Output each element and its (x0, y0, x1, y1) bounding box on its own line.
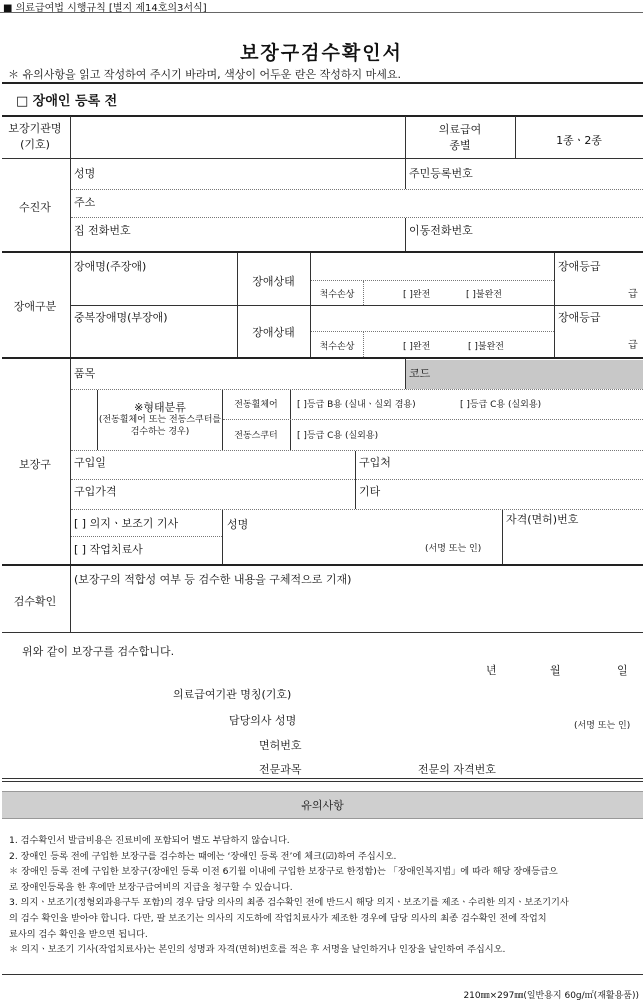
divider (2, 781, 643, 782)
disability-section-label: 장애구분 (13, 300, 57, 313)
note-line: ＊ 의지ㆍ보조기 기사(작업치료사)는 본인의 성명과 자격(면허)번호를 적은 후 서명을 날인하거나 인장을 날인하여 주십시오. (9, 944, 506, 956)
divider (363, 332, 364, 357)
divider (554, 306, 555, 357)
doctor-name-label: 담당의사 성명 (229, 714, 297, 727)
sub-disability-label: 중복장애명(부장애) (74, 311, 168, 324)
divider (70, 159, 71, 251)
divider (71, 479, 643, 480)
divider (222, 510, 223, 564)
main-grade-unit: 급 (628, 289, 638, 300)
sub-status-label: 장애상태 (252, 326, 295, 339)
sub-complete-option[interactable]: [ ]완전 (403, 342, 431, 352)
divider (71, 509, 643, 510)
mobile-phone-label: 이동전화번호 (409, 224, 473, 237)
facility-name-label: 의료급여기관 명칭(기호) (173, 688, 292, 701)
item-label: 품목 (74, 367, 96, 380)
divider (554, 253, 555, 305)
scooter-grade-c-option[interactable]: [ ]등급 C용 (실외용) (297, 431, 379, 441)
divider (311, 331, 554, 332)
divider (2, 778, 643, 779)
pre-registration-checkbox[interactable]: □ 장애인 등록 전 (16, 94, 118, 109)
divider (2, 632, 643, 633)
inspection-section-label: 검수확인 (13, 595, 57, 608)
divider (70, 566, 71, 632)
type-classification-note: (전동휠체어 또는 전동스쿠터를 검수하는 경우) (98, 415, 222, 437)
doctor-sign-note: (서명 또는 인) (574, 721, 631, 731)
home-phone-label: 집 전화번호 (74, 224, 131, 237)
inspection-content-field[interactable]: (보장구의 적합성 여부 등 검수한 내용을 구체적으로 기재) (74, 573, 352, 586)
divider (2, 564, 643, 566)
instruction-text: ＊ 유의사항을 읽고 작성하여 주시기 바라며, 색상이 어두운 란은 작성하지 마세요. (8, 68, 401, 81)
sub-grade-unit: 급 (628, 340, 638, 351)
paper-size-note: 210㎜×297㎜(일반용지 60g/㎡(재활용품)) (463, 991, 639, 1001)
divider (290, 390, 291, 450)
note-line: 3. 의지ㆍ보조기(정형외과용구두 포함)의 경우 담당 의사의 최종 검수확인 전에 반드시 해당 의지ㆍ보조기를 제조ㆍ수리한 의지ㆍ보조기기사 (9, 897, 569, 909)
occupational-therapist-option[interactable]: [ ] 작업치료사 (74, 543, 143, 556)
sub-incomplete-option[interactable]: [ ]불완전 (468, 342, 504, 352)
wheelchair-label: 전동휠체어 (234, 400, 278, 410)
divider (2, 357, 643, 359)
notes-list (9, 833, 637, 958)
divider (97, 390, 98, 450)
main-complete-option[interactable]: [ ]완전 (403, 290, 431, 300)
note-line: 의 검수 확인을 받아야 합니다. 다만, 팔 보조기는 의사의 지도하에 작업치료사가 제조한 경우에 담당 의사의 최종 검수확인 전에 작업치 (9, 912, 547, 924)
form-title: 보장구검수확인서 (240, 42, 403, 64)
legal-reference: ■ 의료급여법 시행규칙 [별지 제14호의3서식] (3, 3, 207, 14)
recipient-name-label: 성명 (74, 167, 96, 180)
header-rule (0, 12, 643, 13)
specialty-label: 전문과목 (259, 763, 302, 776)
purchase-price-label: 구입가격 (74, 485, 117, 498)
confirmation-statement: 위와 같이 보장구를 검수합니다. (22, 645, 175, 658)
date-day-label: 일 (617, 664, 628, 677)
date-year-label: 년 (486, 664, 497, 677)
purchase-date-label: 구입일 (74, 456, 106, 469)
date-month-label: 월 (550, 664, 561, 677)
divider (2, 251, 643, 253)
device-section-label: 보장구 (19, 458, 51, 471)
sub-spinal-label: 척수손상 (319, 342, 355, 352)
wheelchair-grade-c-option[interactable]: [ ]등급 C용 (실외용) (460, 400, 542, 410)
technician-sign-note: (서명 또는 인) (425, 544, 482, 554)
other-label: 기타 (359, 485, 381, 498)
divider (70, 116, 71, 158)
purchase-place-label: 구입처 (359, 456, 391, 469)
divider (405, 218, 406, 251)
note-line: 로 장애인등록을 한 후에만 보장구급여비의 지급을 청구할 수 있습니다. (9, 881, 293, 893)
institution-field[interactable] (72, 118, 402, 156)
main-status-label: 장애상태 (252, 275, 295, 288)
code-shaded-cell (406, 360, 643, 389)
technician-license-label: 자격(면허)번호 (506, 513, 579, 526)
notes-heading: 유의사항 (301, 799, 344, 812)
divider (405, 159, 406, 189)
institution-label: 보장기관명 (기호) (8, 122, 62, 151)
main-spinal-label: 척수손상 (319, 290, 355, 300)
main-grade-label: 장애등급 (558, 260, 601, 273)
note-line: 2. 장애인 등록 전에 구입한 보장구를 검수하는 때에는 ‘장애인 등록 전’에 체크(☑)하여 주십시오. (9, 850, 397, 862)
divider (2, 974, 643, 975)
divider (355, 451, 356, 509)
prosthetist-option[interactable]: [ ] 의지ㆍ보조기 기사 (74, 517, 179, 530)
divider (223, 419, 643, 420)
divider (502, 510, 503, 564)
section-border (2, 115, 643, 117)
divider (71, 217, 643, 218)
main-incomplete-option[interactable]: [ ]불완전 (466, 290, 502, 300)
type-classification-label: ※형태분류 (134, 401, 186, 414)
sub-grade-label: 장애등급 (558, 311, 601, 324)
benefit-type-label: 의료급여 종별 (438, 123, 482, 152)
divider (71, 450, 643, 451)
recipient-section-label: 수진자 (19, 201, 51, 214)
benefit-type-value[interactable]: 1종ㆍ2종 (556, 134, 602, 147)
note-line: ＊ 장애인 등록 전에 구입한 보장구(장애인 등록 이전 6기월 이내에 구입한 보장구로 한정함)는 「장애인복지법」에 따라 해당 장애등급으 (9, 866, 558, 878)
divider (71, 389, 643, 390)
scooter-label: 전동스쿠터 (234, 431, 278, 441)
divider (405, 359, 406, 389)
divider (311, 280, 554, 281)
recipient-rrn-label: 주민등록번호 (409, 167, 473, 180)
divider (71, 189, 643, 190)
divider (363, 281, 364, 305)
note-line: 료사의 검수 확인을 받으면 됩니다. (9, 928, 148, 940)
divider (2, 158, 643, 159)
top-border (2, 82, 643, 84)
note-line: 1. 검수확인서 발급비용은 진료비에 포함되어 별도 부담하지 않습니다. (9, 835, 290, 846)
specialist-license-label: 전문의 자격번호 (418, 763, 496, 776)
main-disability-label: 장애명(주장애) (74, 260, 147, 273)
recipient-address-label: 주소 (74, 196, 96, 209)
divider (71, 305, 643, 306)
code-label: 코드 (409, 367, 431, 380)
doctor-license-label: 면허번호 (259, 739, 302, 752)
divider (71, 536, 222, 537)
wheelchair-grade-b-option[interactable]: [ ]등급 B용 (실내ㆍ실외 겸용) (297, 400, 416, 410)
technician-name-label: 성명 (227, 518, 249, 531)
